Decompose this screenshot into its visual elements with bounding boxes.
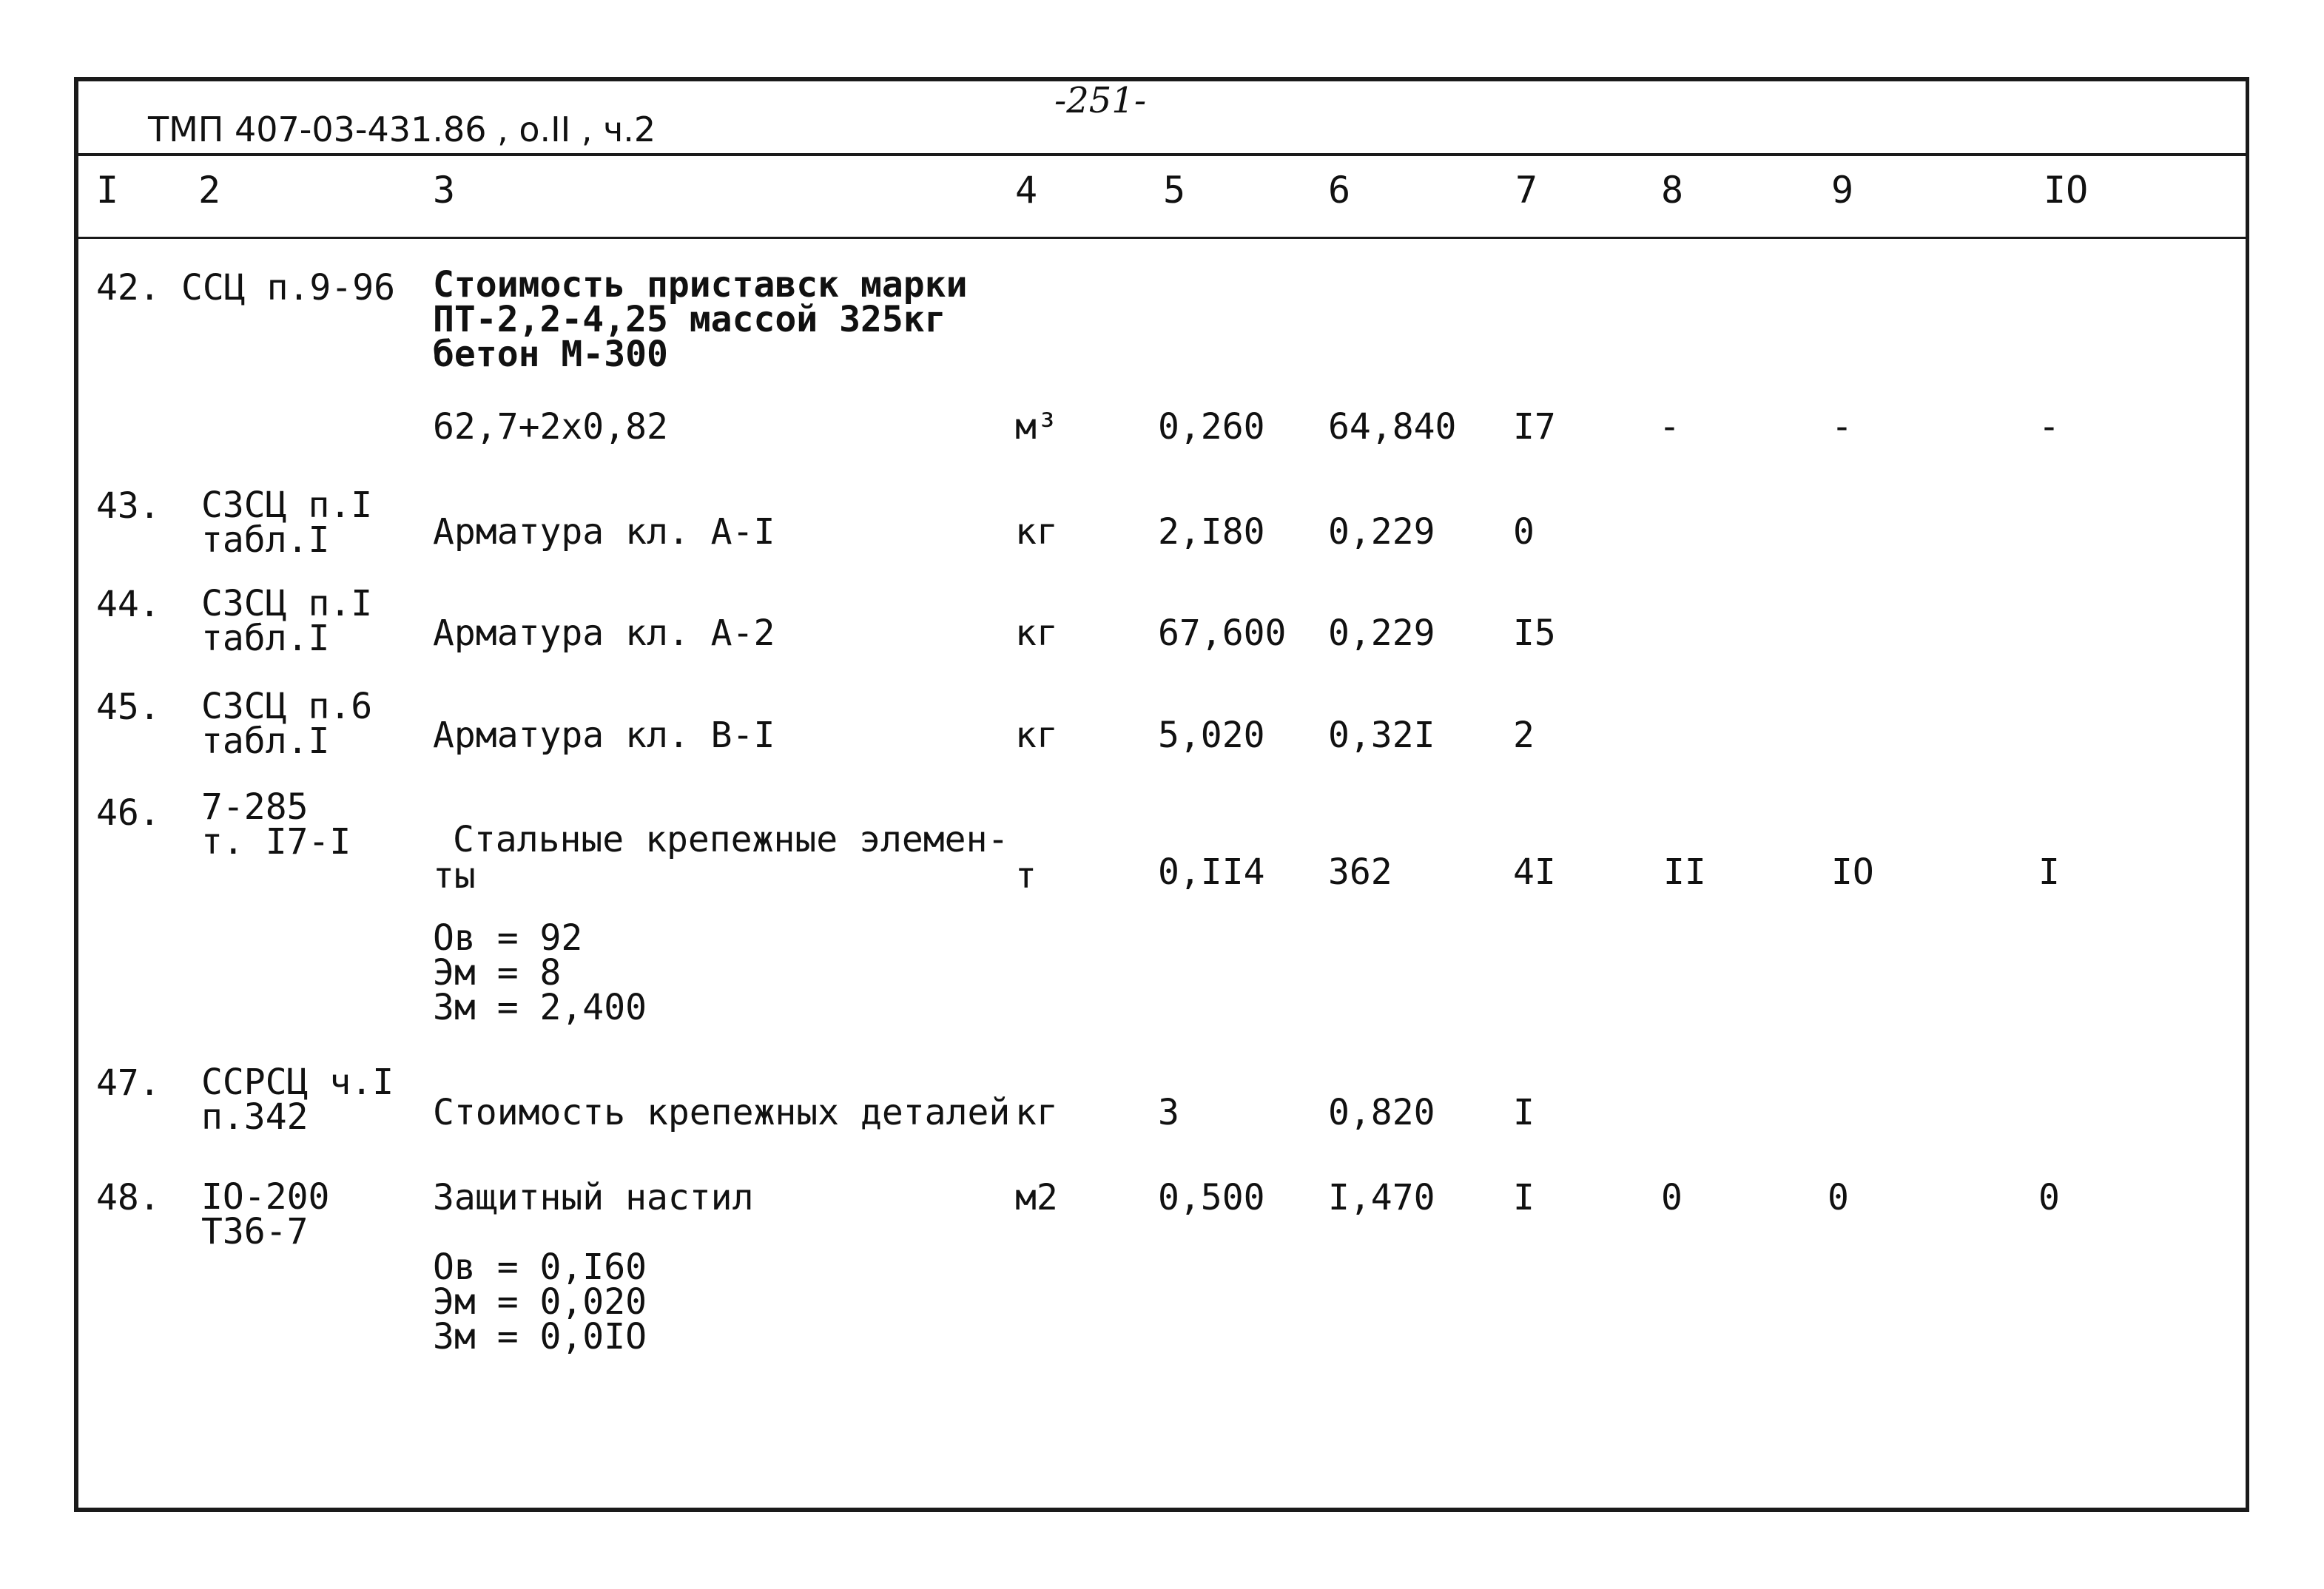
row-46-col-10: I [2038,851,2060,893]
row-42-description-line-3: бетон М-300 [433,334,668,376]
row-48-number: 48. [96,1177,161,1218]
column-header-1: I [96,169,119,212]
row-46-number: 46. [96,792,161,834]
row-42-description-line-2: ПТ-2,2-4,25 массой 325кг [433,299,946,341]
row-47-reference [201,1062,394,1138]
row-44-reference-line-1: СЗСЦ п.I [201,583,373,624]
row-48-description: Защитный настил [433,1177,754,1218]
row-45-unit: кг [1015,715,1058,756]
row-48-col-5: 0,500 [1158,1177,1265,1218]
row-48-col-8: 0 [1661,1177,1683,1218]
row-46-reference-line-2: т. I7-I [201,821,351,863]
row-43-description: Арматура кл. А-I [433,511,775,553]
row-48-reference [201,1176,330,1253]
row-43-col-6: 0,229 [1328,511,1435,553]
row-45-col-6: 0,32I [1328,715,1435,756]
row-47-reference-line-2: п.342 [201,1096,309,1138]
row-46-note-1: Ов = 92 [433,917,583,959]
row-42-description-line-1: Стоимость приставск марки [433,264,968,306]
column-header-2: 2 [198,169,221,212]
row-44-reference-line-2: табл.I [201,618,330,660]
row-45-number: 45. [96,686,161,728]
document-reference: ТМП 407-03-431.86 , о.II , ч.2 [148,109,656,149]
row-47-description: Стоимость крепежных деталей [433,1092,1011,1133]
row-42-col-10: - [2038,406,2060,448]
column-header-rule [74,237,2246,239]
row-44-number: 44. [96,584,161,625]
row-48-unit: м2 [1015,1177,1058,1218]
row-48-col-6: I,470 [1328,1177,1435,1218]
row-42-col-7: I7 [1513,406,1556,448]
row-46-description-line-2: ты [433,855,476,897]
row-44-col-7: I5 [1513,613,1556,654]
row-46-col-8: II [1663,851,1706,893]
row-47-reference-line-1: ССРСЦ ч.I [201,1062,394,1103]
row-47-col-5: 3 [1158,1092,1179,1133]
row-43-reference [201,485,373,561]
row-42-reference: ССЦ п.9-96 [181,267,395,308]
row-46-description [453,819,1009,860]
column-header-9: 9 [1831,169,1854,212]
row-44-description: Арматура кл. А-2 [433,613,775,654]
row-46-col-6: 362 [1328,851,1392,893]
row-43-reference-line-2: табл.I [201,519,330,561]
row-47-col-7: I [1513,1092,1535,1133]
document-frame [74,77,2249,1512]
column-header-6: 6 [1328,169,1351,212]
row-46-col-7: 4I [1513,851,1556,893]
column-header-8: 8 [1661,169,1684,212]
column-header-3: 3 [433,169,456,212]
row-42-col-6: 64,840 [1328,406,1457,448]
column-header-5: 5 [1163,169,1186,212]
row-46-reference [201,786,351,863]
row-43-col-7: 0 [1513,511,1535,553]
row-42-formula: 62,7+2х0,82 [433,406,668,448]
row-46-reference-line-1: 7-285 [201,786,309,828]
row-47-col-6: 0,820 [1328,1092,1435,1133]
row-48-col-7: I [1513,1177,1535,1218]
row-45-col-5: 5,020 [1158,715,1265,756]
column-header-7: 7 [1515,169,1538,212]
row-42-col-5: 0,260 [1158,406,1265,448]
row-42-col-9: - [1831,406,1853,448]
page-number: -251- [1054,80,1147,121]
row-42-number: 42. [96,267,161,308]
row-48-note-2: Эм = 0,020 [433,1281,647,1323]
row-48-col-9: 0 [1828,1177,1849,1218]
row-45-reference-line-2: табл.I [201,721,330,763]
row-48-reference-line-1: IO-200 [201,1176,330,1218]
row-47-unit: кг [1015,1092,1058,1133]
row-42-description [433,264,968,376]
row-46-notes [433,917,647,1029]
column-header-10: IO [2044,169,2089,212]
row-48-reference-line-2: Т36-7 [201,1211,309,1253]
row-42-col-8: - [1659,406,1680,448]
row-48-notes [433,1246,647,1358]
column-header-4: 4 [1015,169,1038,212]
row-45-reference-line-1: СЗСЦ п.6 [201,686,373,727]
row-46-description-line-1: Стальные крепежные элемен- [453,819,1009,860]
row-42-unit: м³ [1015,406,1058,448]
row-45-col-7: 2 [1513,715,1535,756]
header-rule [74,153,2249,156]
row-46-col-5: 0,II4 [1158,851,1265,893]
row-45-description: Арматура кл. В-I [433,715,775,756]
row-44-reference [201,583,373,660]
row-43-col-5: 2,I80 [1158,511,1265,553]
row-48-col-10: 0 [2038,1177,2060,1218]
row-44-col-5: 67,600 [1158,613,1287,654]
row-46-unit: т [1015,855,1037,897]
row-43-number: 43. [96,485,161,527]
row-45-reference [201,686,373,763]
row-46-col-9: IO [1831,851,1874,893]
row-46-note-2: Эм = 8 [433,952,562,994]
row-46-note-3: Зм = 2,400 [433,987,647,1029]
row-43-reference-line-1: СЗСЦ п.I [201,485,373,526]
row-47-number: 47. [96,1062,161,1104]
row-44-unit: кг [1015,613,1058,654]
row-48-note-1: Ов = 0,I60 [433,1246,647,1288]
row-44-col-6: 0,229 [1328,613,1435,654]
row-43-unit: кг [1015,511,1058,553]
row-48-note-3: Зм = 0,0IO [433,1316,647,1358]
